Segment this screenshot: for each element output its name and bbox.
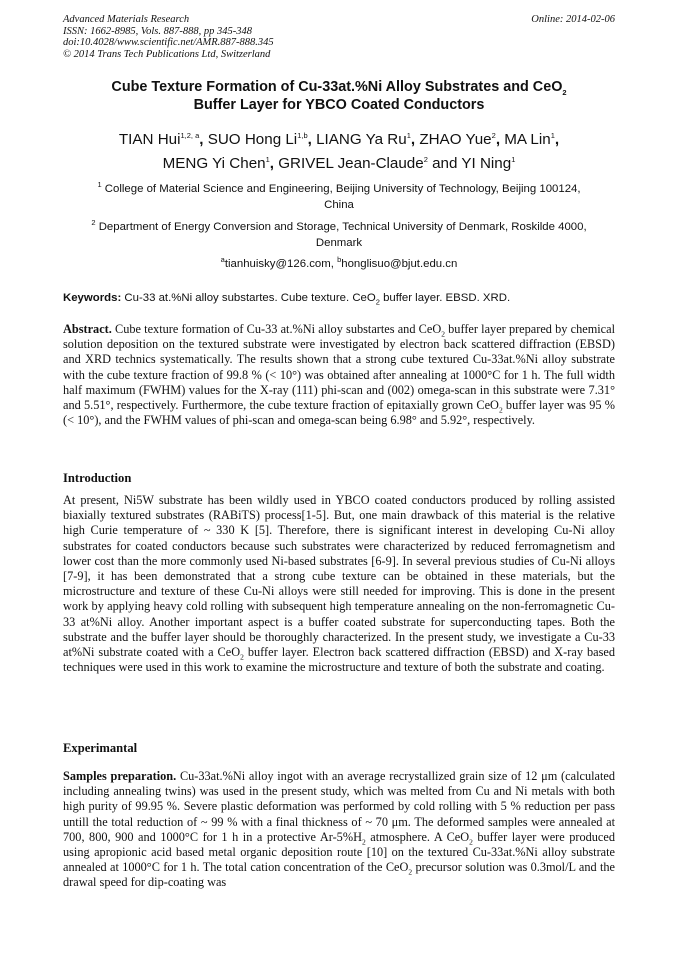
introduction-subscript: 2: [240, 652, 244, 662]
keywords: [63, 291, 615, 305]
author-emails: [63, 257, 615, 271]
author-name: SUO Hong Li: [207, 131, 298, 148]
author-name: LIANG Ya Ru: [316, 131, 407, 148]
abstract-subscript: 2: [498, 405, 503, 415]
experimental-subscript: 2: [408, 867, 413, 877]
abstract-text: Cube texture formation of Cu-33 at.%Ni alloy substartes and CeO: [111, 322, 442, 336]
author-separator: and: [427, 155, 462, 172]
author-separator: ,: [410, 131, 420, 148]
author-separator: ,: [307, 131, 317, 148]
affiliation-number: 1: [97, 180, 102, 190]
author-separator: ,: [269, 155, 279, 172]
affiliation-number: 2: [91, 218, 96, 228]
keywords-subscript: 2: [375, 297, 380, 307]
keywords-text-end: buffer layer. EBSD. XRD.: [379, 292, 511, 304]
title-line-1: [63, 78, 615, 96]
copyright-line: © 2014 Trans Tech Publications Ltd, Switzerland: [63, 48, 271, 60]
author-line-2: [63, 152, 615, 176]
issn-line: ISSN: 1662-8985, Vols. 887-888, pp 345-348: [63, 25, 252, 37]
email-mark-b: b: [337, 255, 342, 265]
author-line-1: [63, 128, 615, 152]
author-affiliation-mark: 1,b: [297, 130, 308, 140]
affiliation-text: Department of Energy Conversion and Storage, Technical University of Denmark, Roskilde 4000,: [98, 221, 587, 233]
experimental-paragraph: [63, 769, 615, 891]
author-affiliation-mark: 1: [511, 154, 516, 164]
author-affiliation-mark: 2: [491, 130, 496, 140]
online-date: Online: 2014-02-06: [531, 14, 615, 25]
abstract-label: Abstract.: [63, 322, 112, 336]
abstract-text: buffer layer was 95 % (< 10°), and the FWHM values of phi-scan and omega-scan being 6.98° and 5.92°, respectively.: [63, 398, 615, 428]
author-name: TIAN Hui: [118, 131, 181, 148]
affiliation-2-line-2: Denmark: [315, 237, 363, 249]
journal-name: Advanced Materials Research: [63, 14, 190, 25]
experimental-text: buffer layer were produced using apropionic acid based metal organic deposition route [10] on the textured Cu-33at.%Ni alloy substrate annealed at 1000°C for 1 h. The total cation concentration of the CeO: [63, 829, 615, 875]
author-name: YI Ning: [461, 155, 512, 172]
title-line-2: Buffer Layer for YBCO Coated Conductors: [193, 97, 485, 113]
doi-line: doi:10.4028/www.scientific.net/AMR.887-888.345: [63, 37, 274, 49]
author-separator: ,: [199, 131, 208, 148]
experimental-text: atmosphere. A CeO: [365, 829, 470, 844]
affiliation-2: [63, 219, 615, 251]
section-heading-introduction: Introduction: [63, 471, 132, 485]
author-affiliation-mark: 2: [423, 154, 428, 164]
email-separator: ,: [330, 258, 338, 270]
experimental-subscript: 2: [361, 837, 366, 847]
title-line-1-text: Cube Texture Formation of Cu-33at.%Ni Alloy Substrates and CeO: [111, 79, 563, 95]
author-name: MA Lin: [504, 131, 551, 148]
experimental-subscript: 2: [469, 837, 473, 847]
keywords-text: Cu-33 at.%Ni alloy substartes. Cube texture. CeO: [121, 292, 376, 304]
title-subscript: 2: [562, 87, 567, 97]
affiliation-2-line-1: [63, 219, 615, 235]
author-name: GRIVEL Jean-Claude: [278, 155, 424, 172]
author-affiliation-mark: 1: [265, 154, 270, 164]
author-affiliation-mark: 1: [550, 130, 555, 140]
section-heading-experimental: Experimantal: [63, 741, 138, 755]
author-affiliation-mark: 1: [406, 130, 411, 140]
journal-header: [63, 14, 615, 60]
abstract: [63, 322, 615, 428]
email-mark-a: a: [220, 255, 225, 265]
abstract-text: buffer layer prepared by chemical solution deposition on the textured substrate were investigated by electron back scattered diffraction (EBSD) and XRD technics systematically. The results shown that a strong cube textured Cu-33at.%Ni alloy substrate with the cube texture fraction of 99.8 % (< 10°) was obtained after annealing at 1000°C for 1 h. The full width half maximum (FWHM) values for the X-ray (111) phi-scan and (002) omega-scan in this substrate were 7.31° and 5.51°, respectively. Furthermore, the cube texture fraction of epitaxially grown CeO: [63, 322, 616, 413]
introduction-text: buffer layer. Electron back scattered diffraction (EBSD) and X-ray based techniques were used in this work to examine the microstructure and texture of both the substrate and coating.: [63, 645, 615, 675]
introduction-text: At present, Ni5W substrate has been wildly used in YBCO coated conductors produced by rolling assisted biaxially textured substrates (RABiTS) process[1-5]. But, one main drawback of this material is the relative high Curie temperature of ~ 330 K [5]. Therefore, there is significant interest in developing Cu-Ni alloy substrates for coated conductors because such substrates were characterized by reduced ferromagnetism and lower cost than the more commonly used Ni-based substrates [6-9]. In several previous studies of Cu-Ni alloys [7-9], it has been demonstrated that a strong cube texture can be obtained in these materials, but the microstructure and texture of these Cu-Ni alloys were still needed for improving. This is done in the present work by applying heavy cold rolling with subsequent high temperature annealing on the non-ferromagnetic Cu-33 at%Ni alloy. Another important aspect is a buffer coated substrate for superconducting tapes. Both the substrate and the buffer layer should be thoroughly characterized. In the present study, we investigate a Cu-33 at%Ni substrate coated with a CeO: [63, 493, 615, 660]
abstract-subscript: 2: [441, 329, 445, 339]
affiliation-1: [63, 181, 615, 213]
email-a[interactable]: tianhuisky@126.com: [224, 258, 331, 270]
author-separator: ,: [554, 131, 560, 148]
paper-title: [63, 78, 615, 114]
author-affiliation-mark: 1,2, a: [180, 130, 200, 140]
affiliation-1-line-2: China: [324, 199, 354, 211]
affiliation-1-line-1: [63, 181, 615, 197]
keywords-label: Keywords:: [63, 292, 122, 304]
author-name: ZHAO Yue: [419, 131, 492, 148]
experimental-text: precursor solution was 0.3mol/L and the drawal speed for dip-coating was: [63, 860, 615, 890]
author-name: MENG Yi Chen: [162, 155, 266, 172]
author-separator: ,: [495, 131, 505, 148]
email-b[interactable]: honglisuo@bjut.edu.cn: [341, 258, 458, 270]
samples-preparation-label: Samples preparation.: [63, 769, 177, 783]
experimental-text: Cu-33at.%Ni alloy ingot with an average recrystallized grain size of 12 μm (calculated including annealing twins) was used in the present study, which was melted from Cu and Ni metals with both high purity of 99.95 %. Severe plastic deformation was performed by cold rolling with 5 % reduction per pass untill the total reduction of ~ 99 % with a final thickness of ~ 70 μm. The deformed samples were annealed at 700, 800, 900 and 1000°C for 1 h in a protective Ar-5%H: [63, 769, 615, 844]
affiliation-text: College of Material Science and Engineering, Beijing University of Technology, Beijing 100124,: [104, 183, 581, 195]
author-list: [63, 128, 615, 176]
introduction-paragraph: [63, 493, 615, 675]
